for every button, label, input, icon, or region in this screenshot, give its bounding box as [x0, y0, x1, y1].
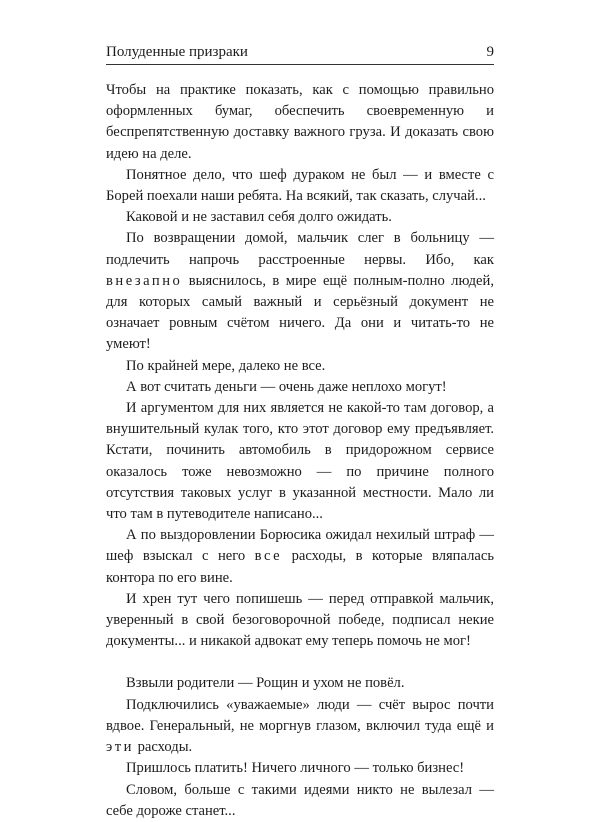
paragraph: Чтобы на практике показать, как с помощью правильно оформленных бумаг, обеспечить своевременную и беспрепятственную доставку важного груза. И доказать свою идею на деле. [106, 82, 494, 162]
running-header [106, 42, 494, 65]
paragraph [106, 228, 494, 355]
paragraph: И хрен тут чего попишешь — перед отправкой мальчик, уверенный в свой безоговорочной победе, подписал некие документы... и никакой адвокат ему теперь помочь не мог! [106, 590, 494, 650]
text-run: А по выздоровлении Борюсика ожидал нехилый штраф — шеф взыскал с него [106, 527, 494, 565]
paragraph: Словом, больше с такими идеями никто не вылезал — себе дороже станет... [106, 781, 494, 819]
paragraph: Пришлось платить! Ничего личного — только бизнес! [126, 760, 465, 777]
text-run: По возвращении домой, мальчик слег в больницу — подлечить напрочь расстроенные нервы. Ибо, как [106, 230, 494, 268]
paragraph [106, 695, 494, 759]
text-run: выяснилось, в мире ещё полным-полно людей, для которых самый важный и серьёзный документ не означает ровным счётом ничего. Да они и читать-то не умеют! [106, 272, 494, 353]
paragraph: Взвыли родители — Рощин и ухом не повёл. [126, 675, 405, 692]
paragraph: Каковой и не заставил себя долго ожидать. [126, 209, 392, 226]
paragraph: И аргументом для них является не какой-то там договор, а внушительный кулак того, кто этот договор ему предъявляет. Кстати, починить автомобиль в придорожном сервисе оказалось тоже невозможно — по причине полного отсутствия таковых услуг в указанной местности. Мало ли что там в путеводителе написано... [106, 400, 494, 523]
text-run: расходы, в которые вляпалась контора по его вине. [106, 548, 494, 586]
spaced-emphasis: эти [106, 739, 134, 756]
chapter-title: Полуденные призраки [106, 44, 248, 60]
text-run: Подключились «уважаемые» люди — счёт вырос почти вдвое. Генеральный, не моргнув глазом, включил туда ещё и [106, 696, 494, 734]
paragraph: А вот считать деньги — очень даже неплохо могут! [126, 378, 447, 395]
text-run: расходы. [133, 739, 193, 756]
paragraph [106, 525, 494, 589]
page-number: 9 [486, 44, 494, 60]
paragraph: Понятное дело, что шеф дураком не был — и вместе с Борей поехали наши ребята. На всякий, так сказать, случай... [106, 166, 494, 205]
spaced-emphasis: внезапно [106, 272, 183, 289]
spaced-emphasis: все [254, 548, 283, 565]
page-body [106, 80, 494, 822]
paragraph: По крайней мере, далеко не все. [126, 357, 326, 374]
